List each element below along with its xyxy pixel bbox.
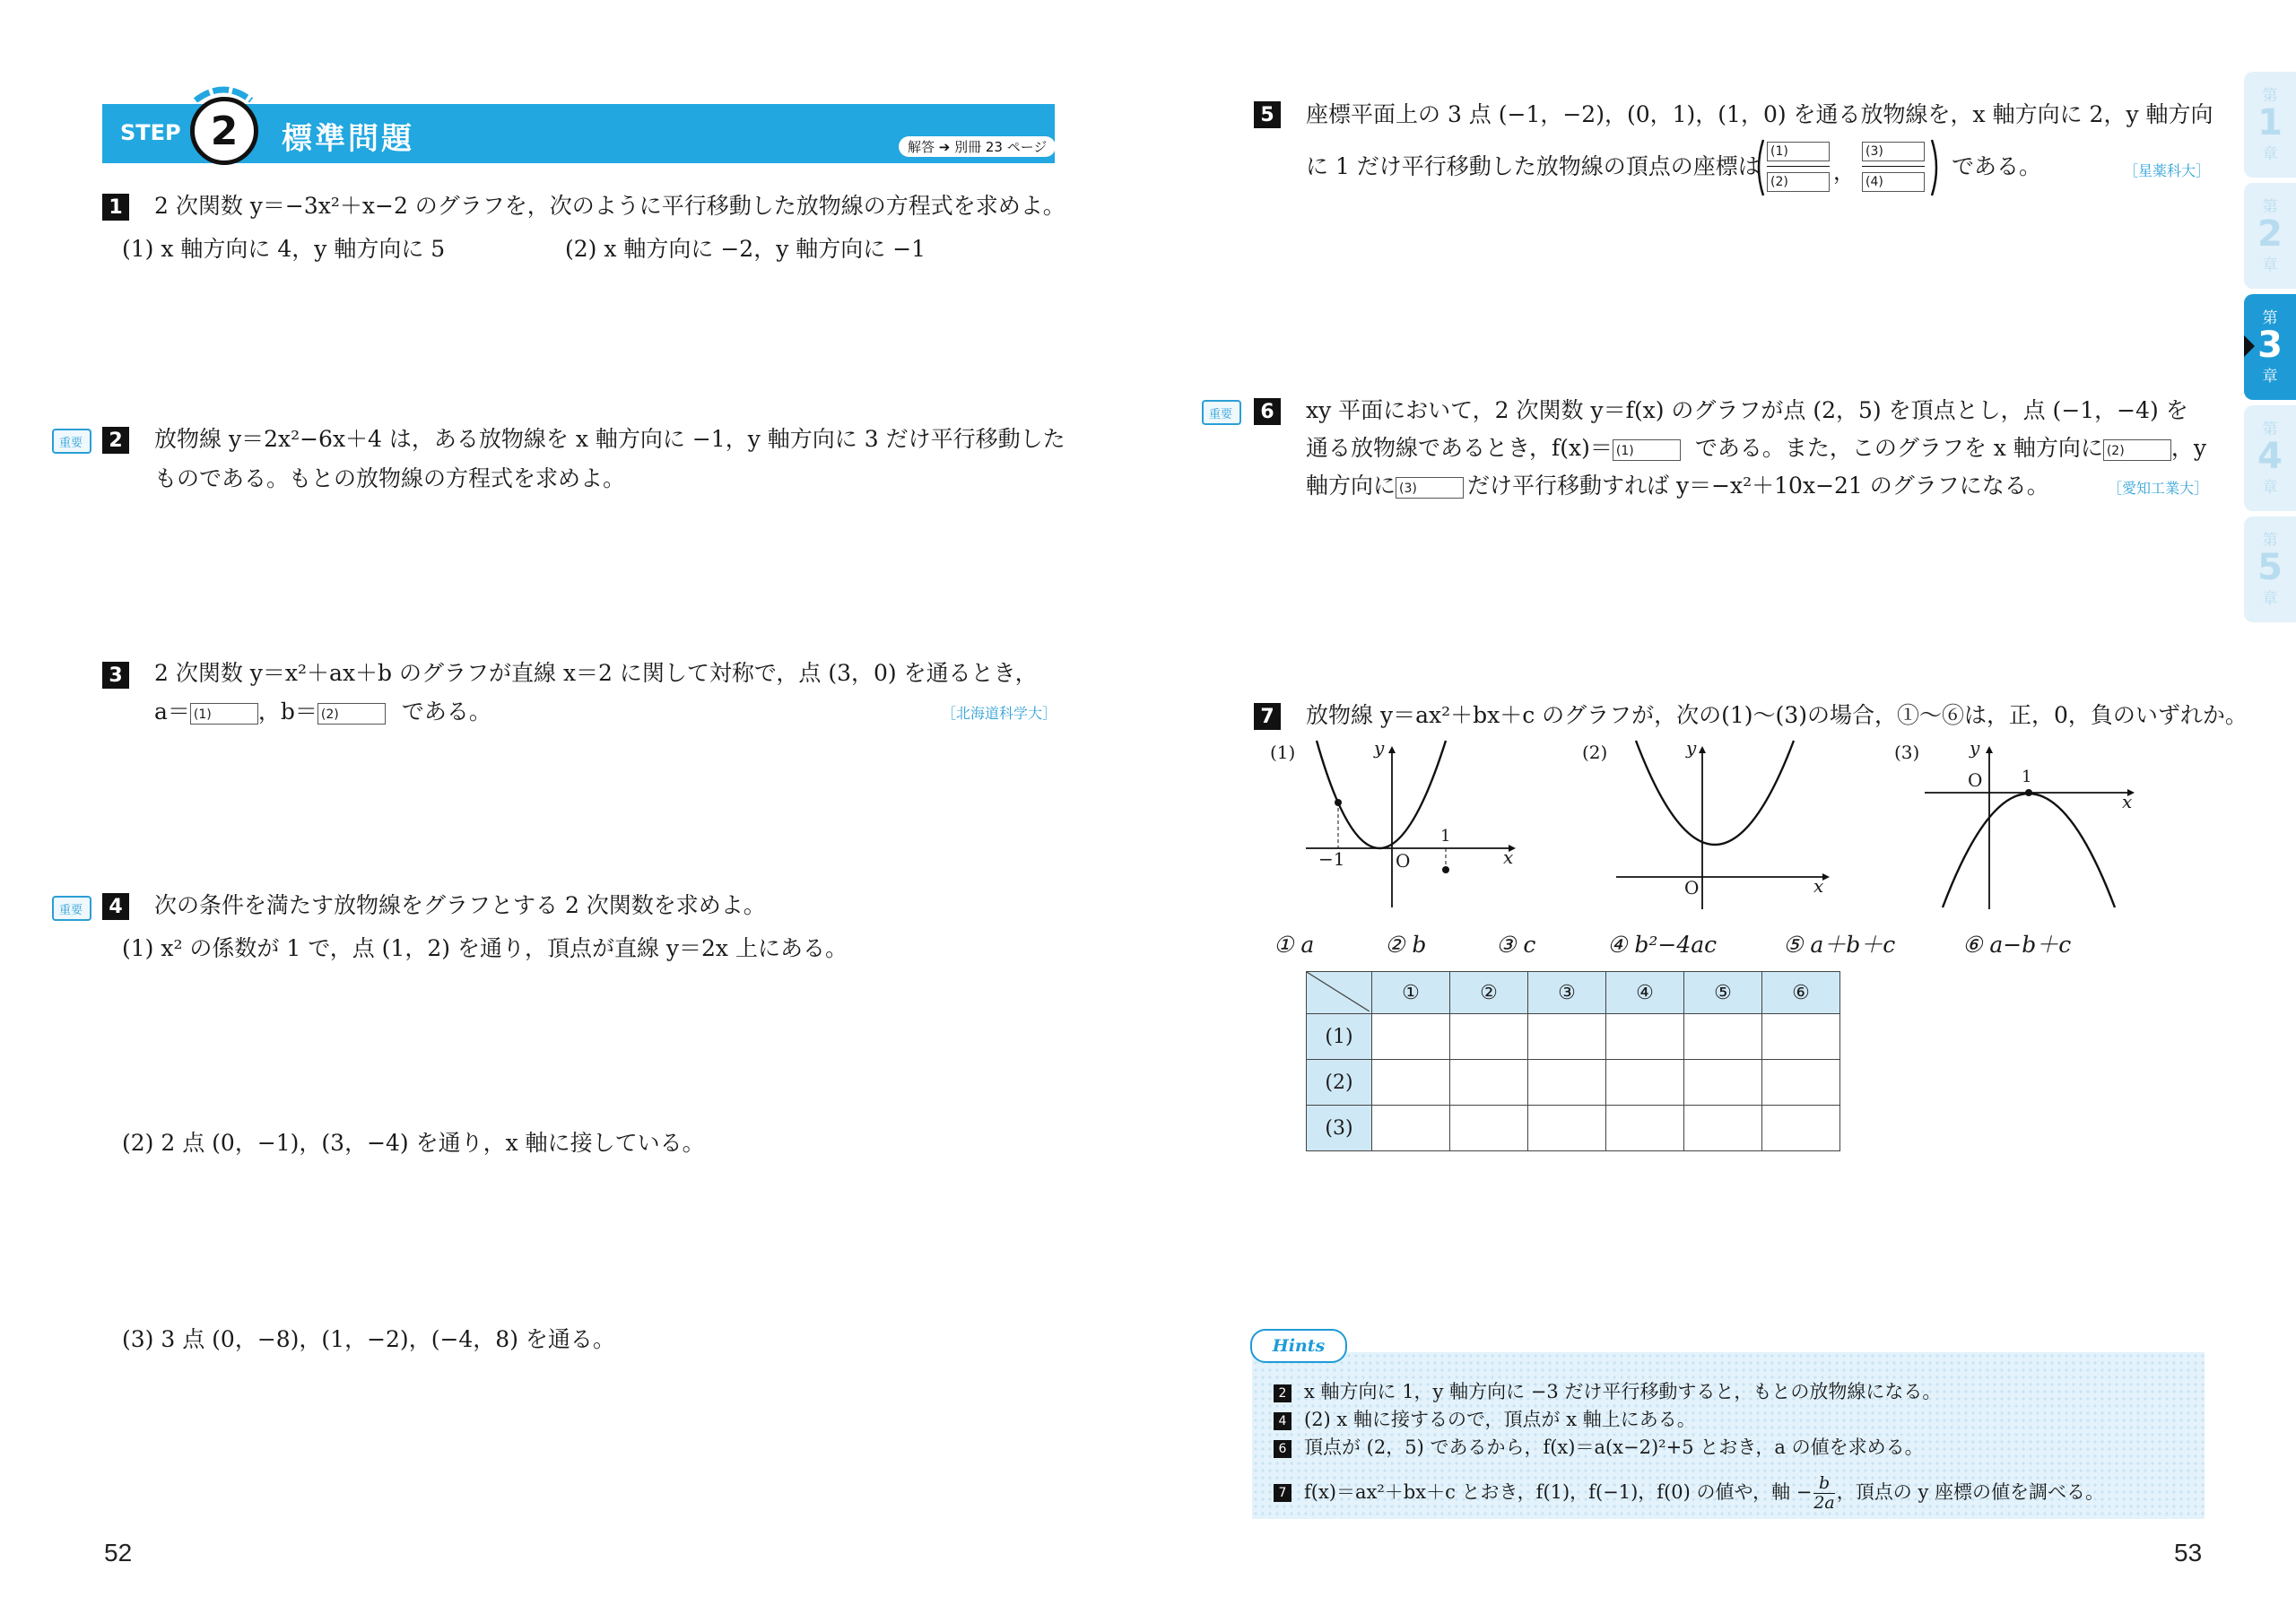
problem-6-number: 6 — [1254, 398, 1281, 425]
page-number-right: 53 — [2174, 1539, 2203, 1567]
graph-1-one-label: 1 — [1440, 827, 1451, 846]
problem-6-line-3a: 軸方向に — [1306, 473, 1396, 499]
problem-6-blank-1[interactable]: (1) — [1613, 439, 1681, 461]
problem-6-blank-2[interactable]: (2) — [2103, 439, 2171, 461]
table-cell[interactable] — [1606, 1014, 1684, 1060]
problem-4-sub-1: (1) x² の係数が 1 で，点 (1，2) を通り，頂点が直線 y＝2x 上にある。 — [122, 935, 848, 961]
graph-1-origin: O — [1396, 850, 1411, 872]
graph-3-y-label: y — [1970, 737, 1980, 759]
problem-5-number: 5 — [1254, 101, 1281, 128]
problem-3-sep: ，b＝ — [257, 699, 317, 725]
table-cell[interactable] — [1684, 1106, 1762, 1151]
table-cell[interactable] — [1528, 1106, 1606, 1151]
hint-6-text: 頂点が (2，5) であるから，f(x)＝a(x−2)²+5 とおき，a の値を求める。 — [1304, 1436, 1924, 1458]
problem-5-line-2: に 1 だけ平行移動した放物線の頂点の座標は — [1306, 153, 1761, 179]
table-cell[interactable] — [1528, 1060, 1606, 1106]
chapter-tab-2[interactable] — [2244, 183, 2296, 289]
chapter-tab-3-num: 3 — [2257, 325, 2283, 366]
table-corner — [1307, 972, 1372, 1014]
hint-2-text: x 軸方向に 1，y 軸方向に −3 だけ平行移動すると，もとの放物線になる。 — [1304, 1381, 1942, 1402]
table-cell[interactable] — [1606, 1106, 1684, 1151]
problem-6-line-1: xy 平面において，2 次関数 y＝f(x) のグラフが点 (2，5) を頂点とし，点 (−1，−4) を — [1306, 397, 2188, 423]
problem-3-line-2 — [154, 696, 491, 727]
problem-5-blank-4[interactable]: (4) — [1862, 172, 1925, 192]
graph-1-neg1-label: −1 — [1318, 848, 1345, 870]
table-col-header: ⑥ — [1762, 972, 1840, 1014]
table-cell[interactable] — [1684, 1014, 1762, 1060]
problem-3-blank-1[interactable]: (1) — [190, 703, 258, 725]
graph-1-label: (1) — [1270, 742, 1296, 763]
hint-7-text-a: f(x)＝ax²＋bx＋c とおき，f(1)，f(−1)，f(0) の値や，軸 − — [1304, 1480, 1813, 1503]
active-tab-arrow-icon — [2244, 335, 2255, 357]
chapter-tab-1-bottom: 章 — [2262, 145, 2278, 163]
problem-3-line-1: 2 次関数 y＝x²＋ax＋b のグラフが直線 x＝2 に関して対称で，点 (3，0) を通るとき， — [154, 660, 1038, 686]
step-label: STEP — [120, 120, 181, 145]
problem-5-line-1: 座標平面上の 3 点 (−1，−2)，(0，1)，(1，0) を通る放物線を，x 軸方向に 2，y 軸方向 — [1306, 101, 2213, 127]
problem-3-blank-2[interactable]: (2) — [317, 703, 386, 725]
problem-5-tail: である。 — [1952, 153, 2042, 179]
problem-4-sub-3: (3) 3 点 (0，−8)，(1，−2)，(−4，8) を通る。 — [122, 1326, 615, 1352]
table-cell[interactable] — [1606, 1060, 1684, 1106]
graph-3-label: (3) — [1894, 742, 1920, 763]
hint-7-frac-num: b — [1813, 1474, 1834, 1494]
problem-6-line-3b: だけ平行移動すれば y＝−x²＋10x−21 のグラフになる。 — [1467, 473, 2049, 499]
chapter-tab-2-bottom: 章 — [2262, 256, 2278, 274]
chapter-tab-5-top: 第 — [2262, 532, 2278, 550]
chapter-tab-4-bottom: 章 — [2262, 479, 2278, 497]
graph-2-x-label: x — [1813, 875, 1824, 897]
problem-7-option-6: ⑥ a−b＋c — [1962, 932, 2072, 958]
problem-4-text: 次の条件を満たす放物線をグラフとする 2 次関数を求めよ。 — [154, 892, 766, 918]
problem-4-important-badge: 重要 — [52, 896, 91, 921]
chapter-tab-5[interactable] — [2244, 516, 2296, 622]
graph-3 — [1892, 737, 2152, 916]
step-number-circle — [190, 97, 258, 165]
chapter-tab-2-num: 2 — [2257, 213, 2283, 255]
graph-2-origin: O — [1684, 877, 1700, 898]
problem-7-option-2: ② b — [1385, 932, 1427, 958]
table-cell[interactable] — [1528, 1014, 1606, 1060]
problem-3-tail: である。 — [401, 699, 491, 725]
page-number-left: 52 — [104, 1539, 133, 1567]
problem-1-text: 2 次関数 y＝−3x²＋x−2 のグラフを，次のように平行移動した放物線の方程式を求めよ。 — [154, 193, 1065, 219]
hint-4 — [1274, 1405, 1696, 1432]
graph-1-x-label: x — [1503, 846, 1514, 868]
problem-7-option-5: ⑤ a＋b＋c — [1783, 932, 1896, 958]
hint-7-number: 7 — [1274, 1484, 1292, 1502]
problem-6-source: ［愛知工業大］ — [2108, 480, 2209, 497]
problem-2-line-2: ものである。もとの放物線の方程式を求めよ。 — [154, 465, 626, 491]
problem-5-comma: ， — [1833, 160, 1855, 185]
problem-5-blank-2[interactable]: (2) — [1767, 172, 1830, 192]
problem-7-answer-table — [1306, 971, 1840, 1151]
graph-3-one-label: 1 — [2022, 768, 2032, 786]
hint-4-text: (2) x 軸に接するので，頂点が x 軸上にある。 — [1304, 1409, 1696, 1430]
problem-1-number: 1 — [102, 194, 129, 221]
problem-5-blank-3[interactable]: (3) — [1862, 142, 1925, 161]
hint-2-number: 2 — [1274, 1384, 1292, 1402]
problem-2-line-1: 放物線 y＝2x²−6x＋4 は，ある放物線を x 軸方向に −1，y 軸方向に 3 だけ平行移動した — [154, 426, 1065, 452]
chapter-tab-4-top: 第 — [2262, 421, 2278, 438]
chapter-tab-3-top: 第 — [2262, 309, 2278, 327]
problem-1-sub-1: (1) x 軸方向に 4，y 軸方向に 5 — [122, 236, 446, 262]
hint-7-frac-den: 2a — [1813, 1492, 1835, 1513]
chapter-tab-3-bottom: 章 — [2262, 368, 2278, 386]
table-col-header: ④ — [1606, 972, 1684, 1014]
answer-reference: 解答 ➔ 別冊 23 ページ — [899, 136, 1056, 157]
problem-7-option-3: ③ c — [1496, 932, 1536, 958]
problem-6-line-2 — [1306, 432, 2206, 464]
hint-7-text-b: ，頂点の y 座標の値を調べる。 — [1836, 1480, 2104, 1503]
problem-2-number: 2 — [102, 427, 129, 454]
chapter-tab-4[interactable] — [2244, 405, 2296, 511]
graph-3-svg — [1892, 737, 2152, 916]
graph-1 — [1268, 737, 1528, 916]
table-col-header: ③ — [1528, 972, 1606, 1014]
problem-5-coordinate — [1754, 138, 1944, 197]
problem-6-important-badge: 重要 — [1202, 400, 1241, 425]
page-title: 標準問題 — [282, 121, 414, 157]
problem-3-source: ［北海道科学大］ — [942, 705, 1057, 722]
table-cell[interactable] — [1762, 1106, 1840, 1151]
problem-6-blank-3[interactable]: (3) — [1396, 477, 1464, 499]
table-row-header: (3) — [1307, 1106, 1372, 1151]
chapter-tab-1[interactable] — [2244, 72, 2296, 178]
hint-6-number: 6 — [1274, 1440, 1292, 1458]
chapter-tab-2-top: 第 — [2262, 198, 2278, 216]
problem-2-important-badge: 重要 — [52, 429, 91, 454]
hints-title: Hints — [1272, 1336, 1326, 1356]
problem-6-line-3 — [1306, 470, 2049, 501]
table-cell[interactable] — [1450, 1060, 1528, 1106]
problem-6-line-2b: である。また，このグラフを x 軸方向に — [1694, 435, 2103, 461]
table-col-header: ② — [1450, 972, 1528, 1014]
hint-2 — [1274, 1377, 1941, 1404]
problem-7-number: 7 — [1254, 703, 1281, 730]
chapter-tab-1-top: 第 — [2262, 87, 2278, 105]
hints-title-tag — [1250, 1329, 1347, 1363]
chapter-tab-1-num: 1 — [2257, 102, 2283, 143]
graph-3-origin: O — [1968, 769, 1983, 791]
problem-3-a-label: a＝ — [154, 699, 190, 725]
hint-7-fraction — [1813, 1474, 1834, 1513]
step-number: 2 — [210, 108, 239, 154]
problem-7-option-4: ④ b²−4ac — [1607, 932, 1718, 958]
table-col-header: ① — [1372, 972, 1450, 1014]
table-col-header: ⑤ — [1684, 972, 1762, 1014]
table-cell[interactable] — [1372, 1014, 1450, 1060]
graph-2-y-label: y — [1686, 737, 1697, 759]
table-cell[interactable] — [1684, 1060, 1762, 1106]
hint-7 — [1274, 1474, 2104, 1513]
graph-2-svg — [1580, 737, 1840, 916]
graph-1-y-label: y — [1374, 737, 1385, 759]
graph-2 — [1580, 737, 1840, 916]
problem-1-sub-2: (2) x 軸方向に −2，y 軸方向に −1 — [565, 236, 926, 262]
graph-1-svg — [1268, 737, 1528, 916]
problem-5-blank-1[interactable]: (1) — [1767, 142, 1830, 161]
graph-3-x-label: x — [2122, 791, 2133, 812]
table-cell[interactable] — [1450, 1106, 1528, 1151]
problem-4-sub-2: (2) 2 点 (0，−1)，(3，−4) を通り，x 軸に接している。 — [122, 1130, 705, 1156]
problem-4-number: 4 — [102, 893, 129, 920]
problem-7-option-1: ① a — [1274, 932, 1315, 958]
table-cell[interactable] — [1372, 1060, 1450, 1106]
chapter-tab-5-bottom: 章 — [2262, 590, 2278, 608]
chapter-tab-5-num: 5 — [2257, 547, 2283, 588]
table-cell[interactable] — [1450, 1014, 1528, 1060]
table-cell[interactable] — [1372, 1106, 1450, 1151]
problem-5-source: ［星薬科大］ — [2124, 162, 2211, 179]
problem-3-number: 3 — [102, 662, 129, 689]
problem-6-line-2a: 通る放物線であるとき，f(x)＝ — [1306, 435, 1613, 461]
table-row-header: (2) — [1307, 1060, 1372, 1106]
table-cell[interactable] — [1762, 1014, 1840, 1060]
problem-7-text: 放物線 y＝ax²＋bx＋c のグラフが，次の(1)〜(3)の場合，①〜⑥は，正，0，負のいずれか。 — [1306, 702, 2248, 728]
hint-4-number: 4 — [1274, 1412, 1292, 1430]
table-cell[interactable] — [1762, 1060, 1840, 1106]
graph-2-label: (2) — [1582, 742, 1608, 763]
hint-6 — [1274, 1433, 1924, 1460]
chapter-tab-4-num: 4 — [2257, 436, 2283, 477]
table-row-header: (1) — [1307, 1014, 1372, 1060]
problem-6-line-2c: ，y — [2170, 435, 2206, 461]
